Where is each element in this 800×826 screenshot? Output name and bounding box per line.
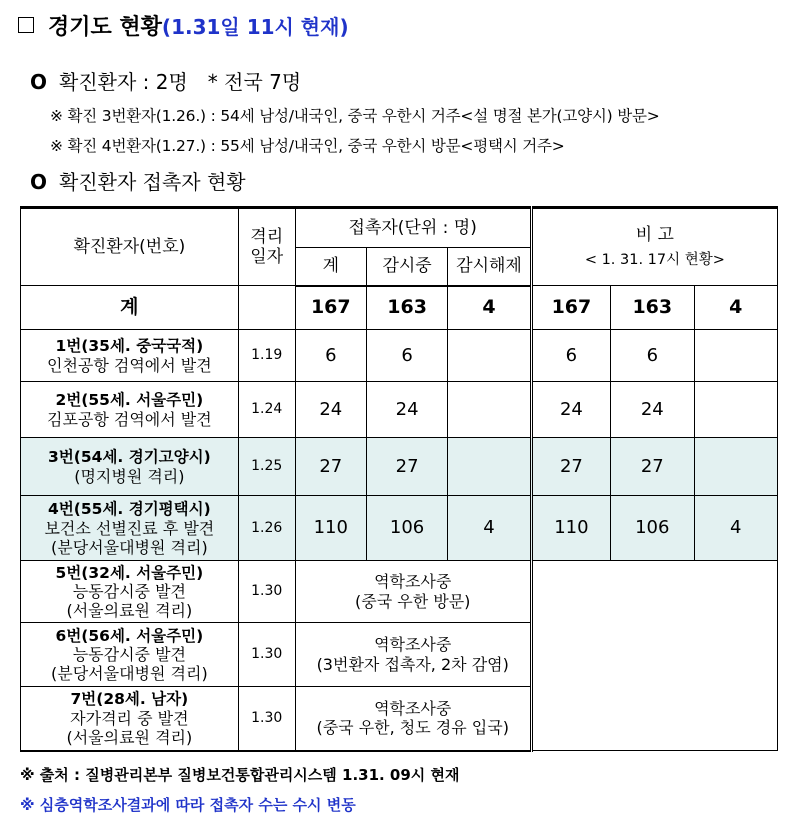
- remarks-monitoring: 24: [611, 382, 694, 438]
- contacts-total: 6: [295, 330, 366, 382]
- patient-id: 7번(28세. 남자): [70, 690, 189, 709]
- investigation-status: 역학조사중: [374, 699, 452, 719]
- contacts-released: [448, 438, 531, 496]
- investigation-detail: (중국 우한, 청도 경유 입국): [316, 718, 509, 738]
- table-row: [21, 330, 778, 382]
- title-subtitle: (1.31일 11시 현재): [161, 15, 349, 39]
- patient-id: 5번(32세. 서울주민): [55, 563, 204, 582]
- isolation-date: 1.30: [238, 623, 295, 687]
- header-patient: 확진환자(번호): [21, 208, 239, 286]
- remarks-released: [694, 382, 778, 438]
- remarks-monitoring: 106: [611, 496, 694, 561]
- totals-released: 4: [448, 286, 531, 330]
- investigation-note: [295, 623, 531, 687]
- table-row: [21, 382, 778, 438]
- patient-detail: 자가격리 중 발견: [70, 708, 189, 728]
- patient-cell: [21, 561, 239, 623]
- header-monitoring: 감시중: [366, 248, 447, 286]
- isolation-date: 1.19: [238, 330, 295, 382]
- patient-id: 1번(35세. 중국국적): [55, 337, 204, 356]
- totals-label: 계: [21, 286, 239, 330]
- contacts-monitoring: 106: [366, 496, 447, 561]
- patient-detail: 김포공항 검역에서 발견: [46, 409, 212, 429]
- circle-bullet-icon: O: [30, 70, 48, 94]
- contacts-monitoring: 24: [366, 382, 447, 438]
- contacts-released: [448, 330, 531, 382]
- contacts-table: [20, 206, 778, 752]
- remarks-monitoring: 6: [611, 330, 694, 382]
- investigation-note: [295, 687, 531, 751]
- table-row: [21, 438, 778, 496]
- circle-bullet-icon: O: [30, 170, 48, 194]
- remarks-released: [694, 330, 778, 382]
- table-row: [21, 561, 778, 623]
- isolation-date: 1.24: [238, 382, 295, 438]
- header-remarks: [531, 208, 777, 286]
- totals-total: 167: [295, 286, 366, 330]
- header-contacts: 접촉자(단위 : 명): [295, 208, 531, 248]
- totals-row: [21, 286, 778, 330]
- investigation-note: [295, 561, 531, 623]
- patient-hospital: (서울의료원 격리): [66, 728, 193, 748]
- isolation-date: 1.30: [238, 687, 295, 751]
- remarks-released: 4: [694, 496, 778, 561]
- title-text: 경기도 현황: [48, 15, 162, 40]
- checkbox-square-icon: [18, 17, 34, 33]
- investigation-detail: (3번환자 접촉자, 2차 감염): [316, 654, 509, 674]
- patient-detail: 능동감시중 발견: [72, 582, 186, 602]
- contacts-total: 27: [295, 438, 366, 496]
- page-title: [18, 10, 349, 41]
- remarks-subtitle: < 1. 31. 17시 현황>: [584, 251, 725, 268]
- footnote-variation: ※ 심층역학조사결과에 따라 접촉자 수는 수시 변동: [20, 796, 356, 814]
- contacts-total: 24: [295, 382, 366, 438]
- totals-remarks-total: 167: [531, 286, 610, 330]
- investigation-detail: (중국 우한 방문): [355, 591, 471, 611]
- header-total: 계: [295, 248, 366, 286]
- contacts-heading: [30, 166, 246, 195]
- remarks-empty: [531, 561, 777, 751]
- investigation-status: 역학조사중: [374, 572, 452, 592]
- contacts-total: 110: [295, 496, 366, 561]
- patient-cell: [21, 623, 239, 687]
- totals-date: [238, 286, 295, 330]
- contacts-released: 4: [448, 496, 531, 561]
- confirmed-summary: [30, 66, 301, 95]
- isolation-date: 1.25: [238, 438, 295, 496]
- contacts-released: [448, 382, 531, 438]
- remarks-total: 27: [531, 438, 610, 496]
- note-patient-4: ※ 확진 4번환자(1.27.) : 55세 남성/내국인, 중국 우한시 방문<평택시 거주>: [50, 137, 565, 155]
- remarks-total: 24: [531, 382, 610, 438]
- isolation-date: 1.30: [238, 561, 295, 623]
- patient-cell: [21, 496, 239, 561]
- remarks-released: [694, 438, 778, 496]
- footnote-source: ※ 출처 : 질병관리본부 질병보건통합관리시스템 1.31. 09시 현재: [20, 766, 460, 784]
- patient-id: 3번(54세. 경기고양시): [48, 448, 211, 467]
- patient-id: 6번(56세. 서울주민): [55, 626, 204, 645]
- patient-detail: 능동감시중 발견: [72, 645, 186, 665]
- remarks-total: 6: [531, 330, 610, 382]
- contacts-monitoring: 27: [366, 438, 447, 496]
- patient-cell: [21, 382, 239, 438]
- contacts-monitoring: 6: [366, 330, 447, 382]
- contacts-heading-text: 확진환자 접촉자 현황: [59, 170, 246, 194]
- header-isolation-date: 격리 일자: [238, 208, 295, 286]
- patient-hospital: (서울의료원 격리): [66, 601, 193, 621]
- note-patient-3: ※ 확진 3번환자(1.26.) : 54세 남성/내국인, 중국 우한시 거주<설 명절 본가(고양시) 방문>: [50, 107, 660, 125]
- totals-monitoring: 163: [366, 286, 447, 330]
- patient-detail: (명지병원 격리): [74, 466, 185, 486]
- confirmed-text: 확진환자 : 2명 * 전국 7명: [59, 70, 302, 94]
- remarks-total: 110: [531, 496, 610, 561]
- patient-cell: [21, 687, 239, 751]
- patient-id: 4번(55세. 경기평택시): [48, 500, 211, 519]
- patient-detail: 보건소 선별진료 후 발견: [44, 518, 215, 538]
- patient-hospital: (분당서울대병원 격리): [51, 537, 208, 557]
- patient-hospital: (분당서울대병원 격리): [51, 664, 208, 684]
- isolation-date: 1.26: [238, 496, 295, 561]
- patient-id: 2번(55세. 서울주민): [55, 391, 204, 410]
- remarks-monitoring: 27: [611, 438, 694, 496]
- patient-cell: [21, 438, 239, 496]
- table-row: [21, 496, 778, 561]
- totals-remarks-monitoring: 163: [611, 286, 694, 330]
- header-released: 감시해제: [448, 248, 531, 286]
- totals-remarks-released: 4: [694, 286, 778, 330]
- patient-detail: 인천공항 검역에서 발견: [46, 355, 212, 375]
- investigation-status: 역학조사중: [374, 635, 452, 655]
- patient-cell: [21, 330, 239, 382]
- remarks-title: 비 고: [635, 225, 674, 246]
